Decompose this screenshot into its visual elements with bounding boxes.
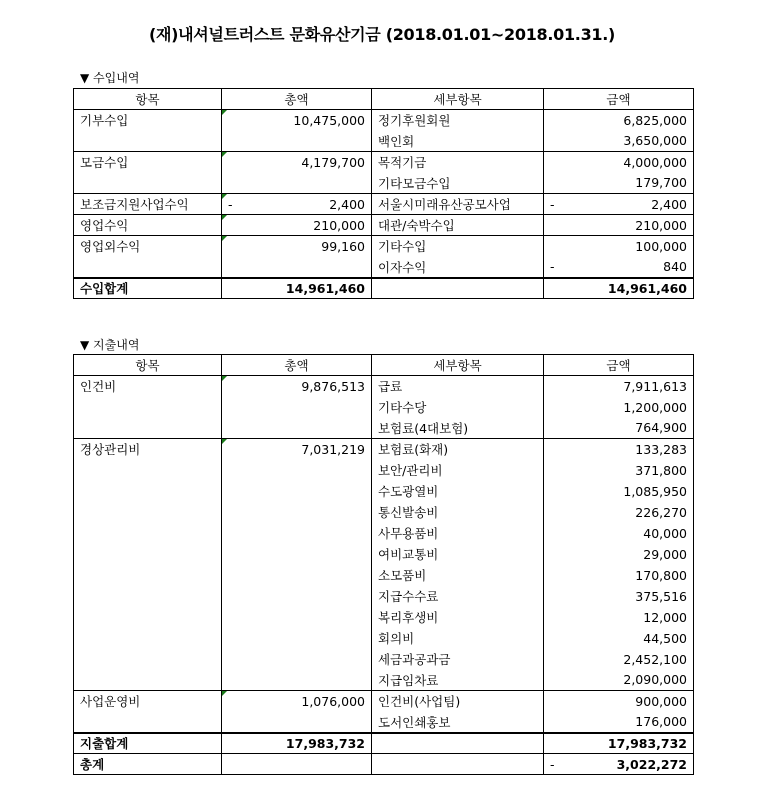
header-detail: 세부항목 bbox=[372, 89, 544, 110]
row-category: 기부수입 bbox=[74, 110, 222, 131]
row-amount bbox=[544, 586, 694, 607]
row-category bbox=[74, 607, 222, 628]
row-category bbox=[74, 397, 222, 418]
row-amount-value: 226,270 bbox=[635, 504, 687, 520]
table-row bbox=[74, 544, 694, 565]
row-amount-value: 29,000 bbox=[643, 546, 687, 562]
row-detail: 지급임차료 bbox=[372, 670, 544, 691]
row-detail: 급료 bbox=[372, 376, 544, 397]
row-category bbox=[74, 586, 222, 607]
expense-heading: ▼ 지출내역 bbox=[80, 338, 140, 352]
table-row bbox=[74, 173, 694, 194]
row-category bbox=[74, 460, 222, 481]
row-amount bbox=[544, 691, 694, 712]
cell-comment-marker-icon bbox=[222, 110, 227, 115]
row-category bbox=[74, 257, 222, 278]
row-category: 영업외수익 bbox=[74, 236, 222, 257]
row-amount-value: 44,500 bbox=[643, 630, 687, 646]
row-total bbox=[222, 607, 372, 628]
row-category bbox=[74, 502, 222, 523]
income-total-value: 14,961,460 bbox=[222, 278, 372, 299]
row-category bbox=[74, 173, 222, 194]
expense-header-row bbox=[74, 355, 694, 376]
row-total-value: 9,876,513 bbox=[301, 378, 365, 394]
header-total: 총액 bbox=[222, 89, 372, 110]
row-total bbox=[222, 397, 372, 418]
cell-comment-marker-icon bbox=[222, 439, 227, 444]
table-row bbox=[74, 376, 694, 397]
row-detail: 인건비(사업팀) bbox=[372, 691, 544, 712]
row-total bbox=[222, 502, 372, 523]
grand-total-empty-1 bbox=[222, 754, 372, 775]
table-row bbox=[74, 502, 694, 523]
row-detail: 기타수입 bbox=[372, 236, 544, 257]
table-row bbox=[74, 460, 694, 481]
row-detail: 이자수익 bbox=[372, 257, 544, 278]
table-row bbox=[74, 523, 694, 544]
cell-comment-marker-icon bbox=[222, 194, 227, 199]
table-row bbox=[74, 607, 694, 628]
row-category bbox=[74, 418, 222, 439]
table-row bbox=[74, 257, 694, 278]
row-category bbox=[74, 628, 222, 649]
expense-total-amount: 17,983,732 bbox=[544, 733, 694, 754]
row-amount bbox=[544, 236, 694, 257]
row-amount-value: 100,000 bbox=[635, 238, 687, 254]
row-amount-value: 2,400 bbox=[651, 196, 687, 212]
header-total: 총액 bbox=[222, 355, 372, 376]
table-row bbox=[74, 152, 694, 173]
row-category bbox=[74, 712, 222, 733]
row-amount-value: 900,000 bbox=[635, 693, 687, 709]
row-total-value: 210,000 bbox=[313, 217, 365, 233]
header-category: 항목 bbox=[74, 355, 222, 376]
row-category bbox=[74, 481, 222, 502]
row-detail: 기타수당 bbox=[372, 397, 544, 418]
row-total bbox=[222, 215, 372, 236]
cell-comment-marker-icon bbox=[222, 152, 227, 157]
expense-total-row bbox=[74, 733, 694, 754]
table-row bbox=[74, 215, 694, 236]
row-amount-value: 371,800 bbox=[635, 462, 687, 478]
grand-total-amount bbox=[544, 754, 694, 775]
row-amount-dash: - bbox=[550, 196, 555, 212]
income-heading: ▼ 수입내역 bbox=[80, 71, 140, 85]
cell-comment-marker-icon bbox=[222, 376, 227, 381]
grand-total-row bbox=[74, 754, 694, 775]
grand-total-value: 3,022,272 bbox=[616, 756, 687, 772]
row-detail: 사무용품비 bbox=[372, 523, 544, 544]
income-total-label: 수입합계 bbox=[74, 278, 222, 299]
row-amount bbox=[544, 418, 694, 439]
row-total-dash: - bbox=[228, 196, 233, 212]
cell-comment-marker-icon bbox=[222, 215, 227, 220]
row-total bbox=[222, 418, 372, 439]
table-row bbox=[74, 194, 694, 215]
row-detail: 기타모금수입 bbox=[372, 173, 544, 194]
row-amount bbox=[544, 565, 694, 586]
row-amount-value: 1,200,000 bbox=[623, 399, 687, 415]
row-amount bbox=[544, 481, 694, 502]
row-amount-value: 7,911,613 bbox=[623, 378, 687, 394]
row-amount-value: 840 bbox=[663, 259, 687, 274]
row-category bbox=[74, 544, 222, 565]
cell-comment-marker-icon bbox=[222, 691, 227, 696]
row-category: 사업운영비 bbox=[74, 691, 222, 712]
row-amount-value: 6,825,000 bbox=[623, 112, 687, 128]
row-detail: 도서인쇄홍보 bbox=[372, 712, 544, 733]
row-amount bbox=[544, 194, 694, 215]
table-row bbox=[74, 397, 694, 418]
row-amount-value: 2,090,000 bbox=[623, 672, 687, 688]
expense-total-label: 지출합계 bbox=[74, 733, 222, 754]
row-amount bbox=[544, 173, 694, 194]
row-detail: 회의비 bbox=[372, 628, 544, 649]
row-category: 보조금지원사업수익 bbox=[74, 194, 222, 215]
row-detail: 보험료(4대보험) bbox=[372, 418, 544, 439]
row-total bbox=[222, 236, 372, 257]
row-detail: 서울시미래유산공모사업 bbox=[372, 194, 544, 215]
row-amount bbox=[544, 397, 694, 418]
row-amount-value: 133,283 bbox=[635, 441, 687, 457]
row-total bbox=[222, 586, 372, 607]
row-detail: 복리후생비 bbox=[372, 607, 544, 628]
row-total-value: 2,400 bbox=[329, 196, 365, 212]
grand-total-dash: - bbox=[550, 756, 555, 772]
table-row bbox=[74, 565, 694, 586]
table-row bbox=[74, 628, 694, 649]
cell-comment-marker-icon bbox=[222, 236, 227, 241]
table-row bbox=[74, 586, 694, 607]
table-row bbox=[74, 712, 694, 733]
row-detail: 보안/관리비 bbox=[372, 460, 544, 481]
expense-total-value: 17,983,732 bbox=[222, 733, 372, 754]
row-total bbox=[222, 523, 372, 544]
row-amount bbox=[544, 460, 694, 481]
row-amount bbox=[544, 670, 694, 691]
row-total bbox=[222, 649, 372, 670]
row-category: 인건비 bbox=[74, 376, 222, 397]
row-total bbox=[222, 376, 372, 397]
row-detail: 백인회 bbox=[372, 131, 544, 152]
row-detail: 세금과공과금 bbox=[372, 649, 544, 670]
row-total bbox=[222, 194, 372, 215]
row-amount bbox=[544, 607, 694, 628]
row-detail: 수도광열비 bbox=[372, 481, 544, 502]
row-amount-value: 179,700 bbox=[635, 175, 687, 191]
header-amount: 금액 bbox=[544, 89, 694, 110]
expense-table bbox=[73, 354, 694, 775]
row-total-value: 99,160 bbox=[321, 238, 365, 254]
row-amount-value: 4,000,000 bbox=[623, 154, 687, 170]
header-amount: 금액 bbox=[544, 355, 694, 376]
row-category bbox=[74, 670, 222, 691]
row-detail: 소모품비 bbox=[372, 565, 544, 586]
row-amount-value: 12,000 bbox=[643, 609, 687, 625]
row-detail: 통신발송비 bbox=[372, 502, 544, 523]
row-total bbox=[222, 257, 372, 278]
row-amount bbox=[544, 439, 694, 460]
row-detail: 지급수수료 bbox=[372, 586, 544, 607]
row-total bbox=[222, 152, 372, 173]
row-total bbox=[222, 691, 372, 712]
row-amount bbox=[544, 712, 694, 733]
income-table bbox=[73, 88, 694, 299]
row-category bbox=[74, 565, 222, 586]
row-amount-value: 375,516 bbox=[635, 588, 687, 604]
table-row bbox=[74, 691, 694, 712]
row-amount bbox=[544, 649, 694, 670]
row-detail: 정기후원회원 bbox=[372, 110, 544, 131]
grand-total-empty-2 bbox=[372, 754, 544, 775]
row-amount-value: 764,900 bbox=[635, 420, 687, 436]
row-category bbox=[74, 649, 222, 670]
report-title: (재)내셔널트러스트 문화유산기금 (2018.01.01~2018.01.31.) bbox=[148, 25, 616, 44]
table-row bbox=[74, 131, 694, 152]
row-total bbox=[222, 712, 372, 733]
row-amount bbox=[544, 110, 694, 131]
row-detail: 보험료(화재) bbox=[372, 439, 544, 460]
row-total-value: 10,475,000 bbox=[293, 112, 365, 128]
row-amount bbox=[544, 502, 694, 523]
expense-total-empty bbox=[372, 733, 544, 754]
row-total bbox=[222, 565, 372, 586]
table-row bbox=[74, 439, 694, 460]
income-total-empty bbox=[372, 278, 544, 299]
table-row bbox=[74, 481, 694, 502]
row-total bbox=[222, 110, 372, 131]
table-row bbox=[74, 418, 694, 439]
header-category: 항목 bbox=[74, 89, 222, 110]
row-category bbox=[74, 131, 222, 152]
row-detail: 대관/숙박수입 bbox=[372, 215, 544, 236]
row-amount-value: 3,650,000 bbox=[623, 133, 687, 149]
income-total-row bbox=[74, 278, 694, 299]
row-amount bbox=[544, 131, 694, 152]
row-category: 경상관리비 bbox=[74, 439, 222, 460]
table-row bbox=[74, 236, 694, 257]
table-row bbox=[74, 649, 694, 670]
row-amount bbox=[544, 257, 694, 278]
row-amount bbox=[544, 215, 694, 236]
row-amount bbox=[544, 523, 694, 544]
row-amount bbox=[544, 628, 694, 649]
row-total bbox=[222, 131, 372, 152]
row-amount-value: 40,000 bbox=[643, 525, 687, 541]
income-total-amount: 14,961,460 bbox=[544, 278, 694, 299]
row-amount-value: 210,000 bbox=[635, 217, 687, 233]
income-header-row bbox=[74, 89, 694, 110]
row-amount-value: 2,452,100 bbox=[623, 651, 687, 667]
row-amount-value: 170,800 bbox=[635, 567, 687, 583]
row-total bbox=[222, 670, 372, 691]
row-category bbox=[74, 523, 222, 544]
row-category: 모금수입 bbox=[74, 152, 222, 173]
row-detail: 여비교통비 bbox=[372, 544, 544, 565]
table-row bbox=[74, 110, 694, 131]
row-amount-value: 1,085,950 bbox=[623, 483, 687, 499]
row-amount bbox=[544, 376, 694, 397]
row-total bbox=[222, 460, 372, 481]
grand-total-label: 총계 bbox=[74, 754, 222, 775]
row-total bbox=[222, 481, 372, 502]
row-total bbox=[222, 544, 372, 565]
row-total bbox=[222, 628, 372, 649]
row-total bbox=[222, 173, 372, 194]
row-total-value: 4,179,700 bbox=[301, 154, 365, 170]
row-amount bbox=[544, 544, 694, 565]
row-total bbox=[222, 439, 372, 460]
header-detail: 세부항목 bbox=[372, 355, 544, 376]
table-row bbox=[74, 670, 694, 691]
row-total-value: 1,076,000 bbox=[301, 693, 365, 709]
row-amount-value: 176,000 bbox=[635, 714, 687, 729]
row-amount-dash: - bbox=[550, 259, 555, 274]
row-total-value: 7,031,219 bbox=[301, 441, 365, 457]
row-detail: 목적기금 bbox=[372, 152, 544, 173]
row-category: 영업수익 bbox=[74, 215, 222, 236]
row-amount bbox=[544, 152, 694, 173]
